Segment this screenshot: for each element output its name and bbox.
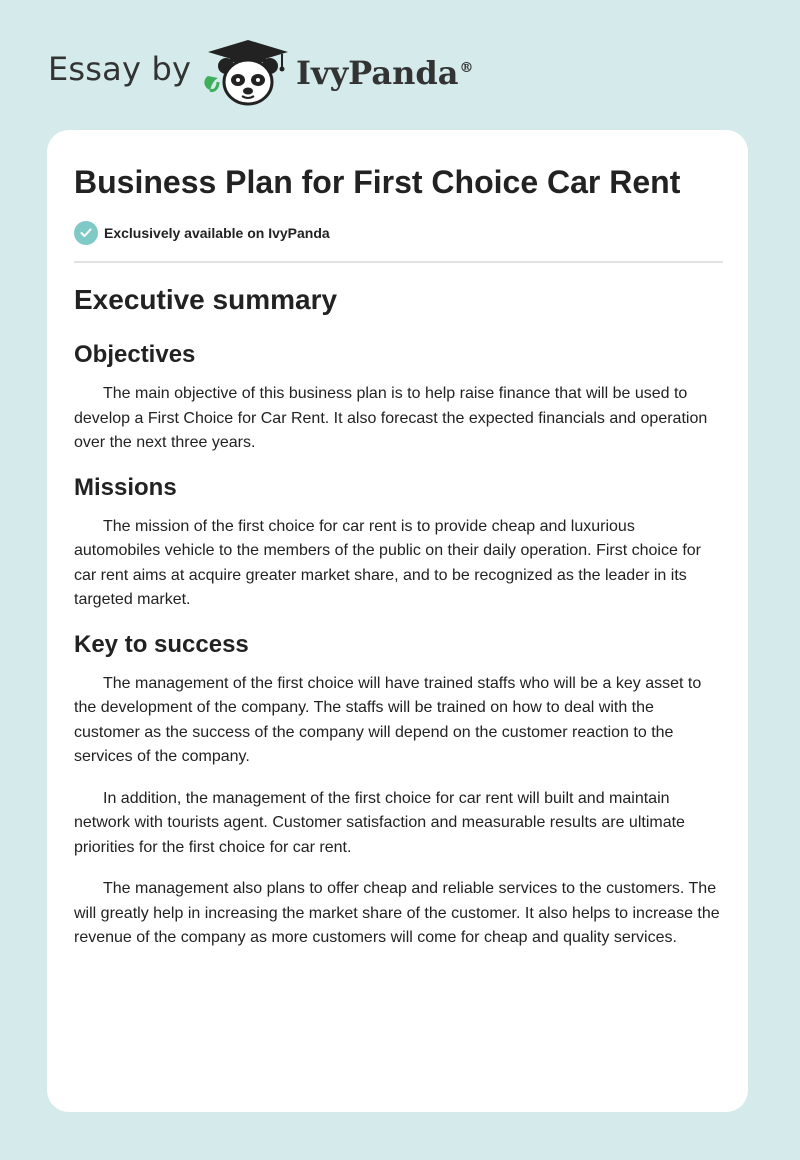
page-title: Business Plan for First Choice Car Rent (74, 164, 681, 200)
divider (74, 261, 723, 263)
site-header (0, 0, 800, 130)
section-key-to-success (74, 630, 724, 951)
subheading-objectives: Objectives (74, 341, 196, 368)
paragraph: The management also plans to offer cheap and reliable services to the customers. The will greatly help in increasing the market share of the customer. It also helps to increase the revenue of the company as more customers will come for cheap and quality services. (74, 880, 720, 946)
subheading-key-to-success: Key to success (74, 630, 249, 658)
exclusive-label: Exclusively available on IvyPanda (104, 225, 330, 241)
essay-card (47, 130, 748, 1112)
registered-mark: ® (459, 60, 474, 77)
exclusive-badge (74, 221, 330, 245)
panda-graduate-logo-icon[interactable] (200, 36, 296, 108)
brand-wordmark[interactable] (296, 54, 473, 92)
brand-name: IvyPanda (296, 54, 459, 92)
paragraph: The mission of the first choice for car rent is to provide cheap and luxurious automobiles vehicle to the members of the public on their daily operation. First choice for car rent aims at acquire greater market share, and to be recognized as the leader in its targeted market. (74, 517, 701, 608)
check-icon (74, 221, 98, 245)
paragraph: The management of the first choice will have trained staffs who will be a key asset to the development of the company. The staffs will be trained on how to deal with the customer as the success of the company will depend on the customer reaction to the services of the company. (74, 674, 702, 765)
essay-by-label: Essay by (48, 50, 192, 88)
section-objectives (74, 340, 724, 456)
subheading-missions: Missions (74, 473, 177, 501)
section-heading-executive-summary: Executive summary (74, 284, 338, 315)
paragraph: The main objective of this business plan is to help raise finance that will be used to develop a First Choice for Car Rent. It also forecast the expected financials and operation over the next three years. (74, 385, 708, 451)
essay-body (74, 282, 724, 968)
section-missions (74, 473, 724, 613)
paragraph: In addition, the management of the first choice for car rent will built and maintain network with tourists agent. Customer satisfaction and measurable results are ultimate priorities for the first choice for car rent. (74, 789, 685, 856)
